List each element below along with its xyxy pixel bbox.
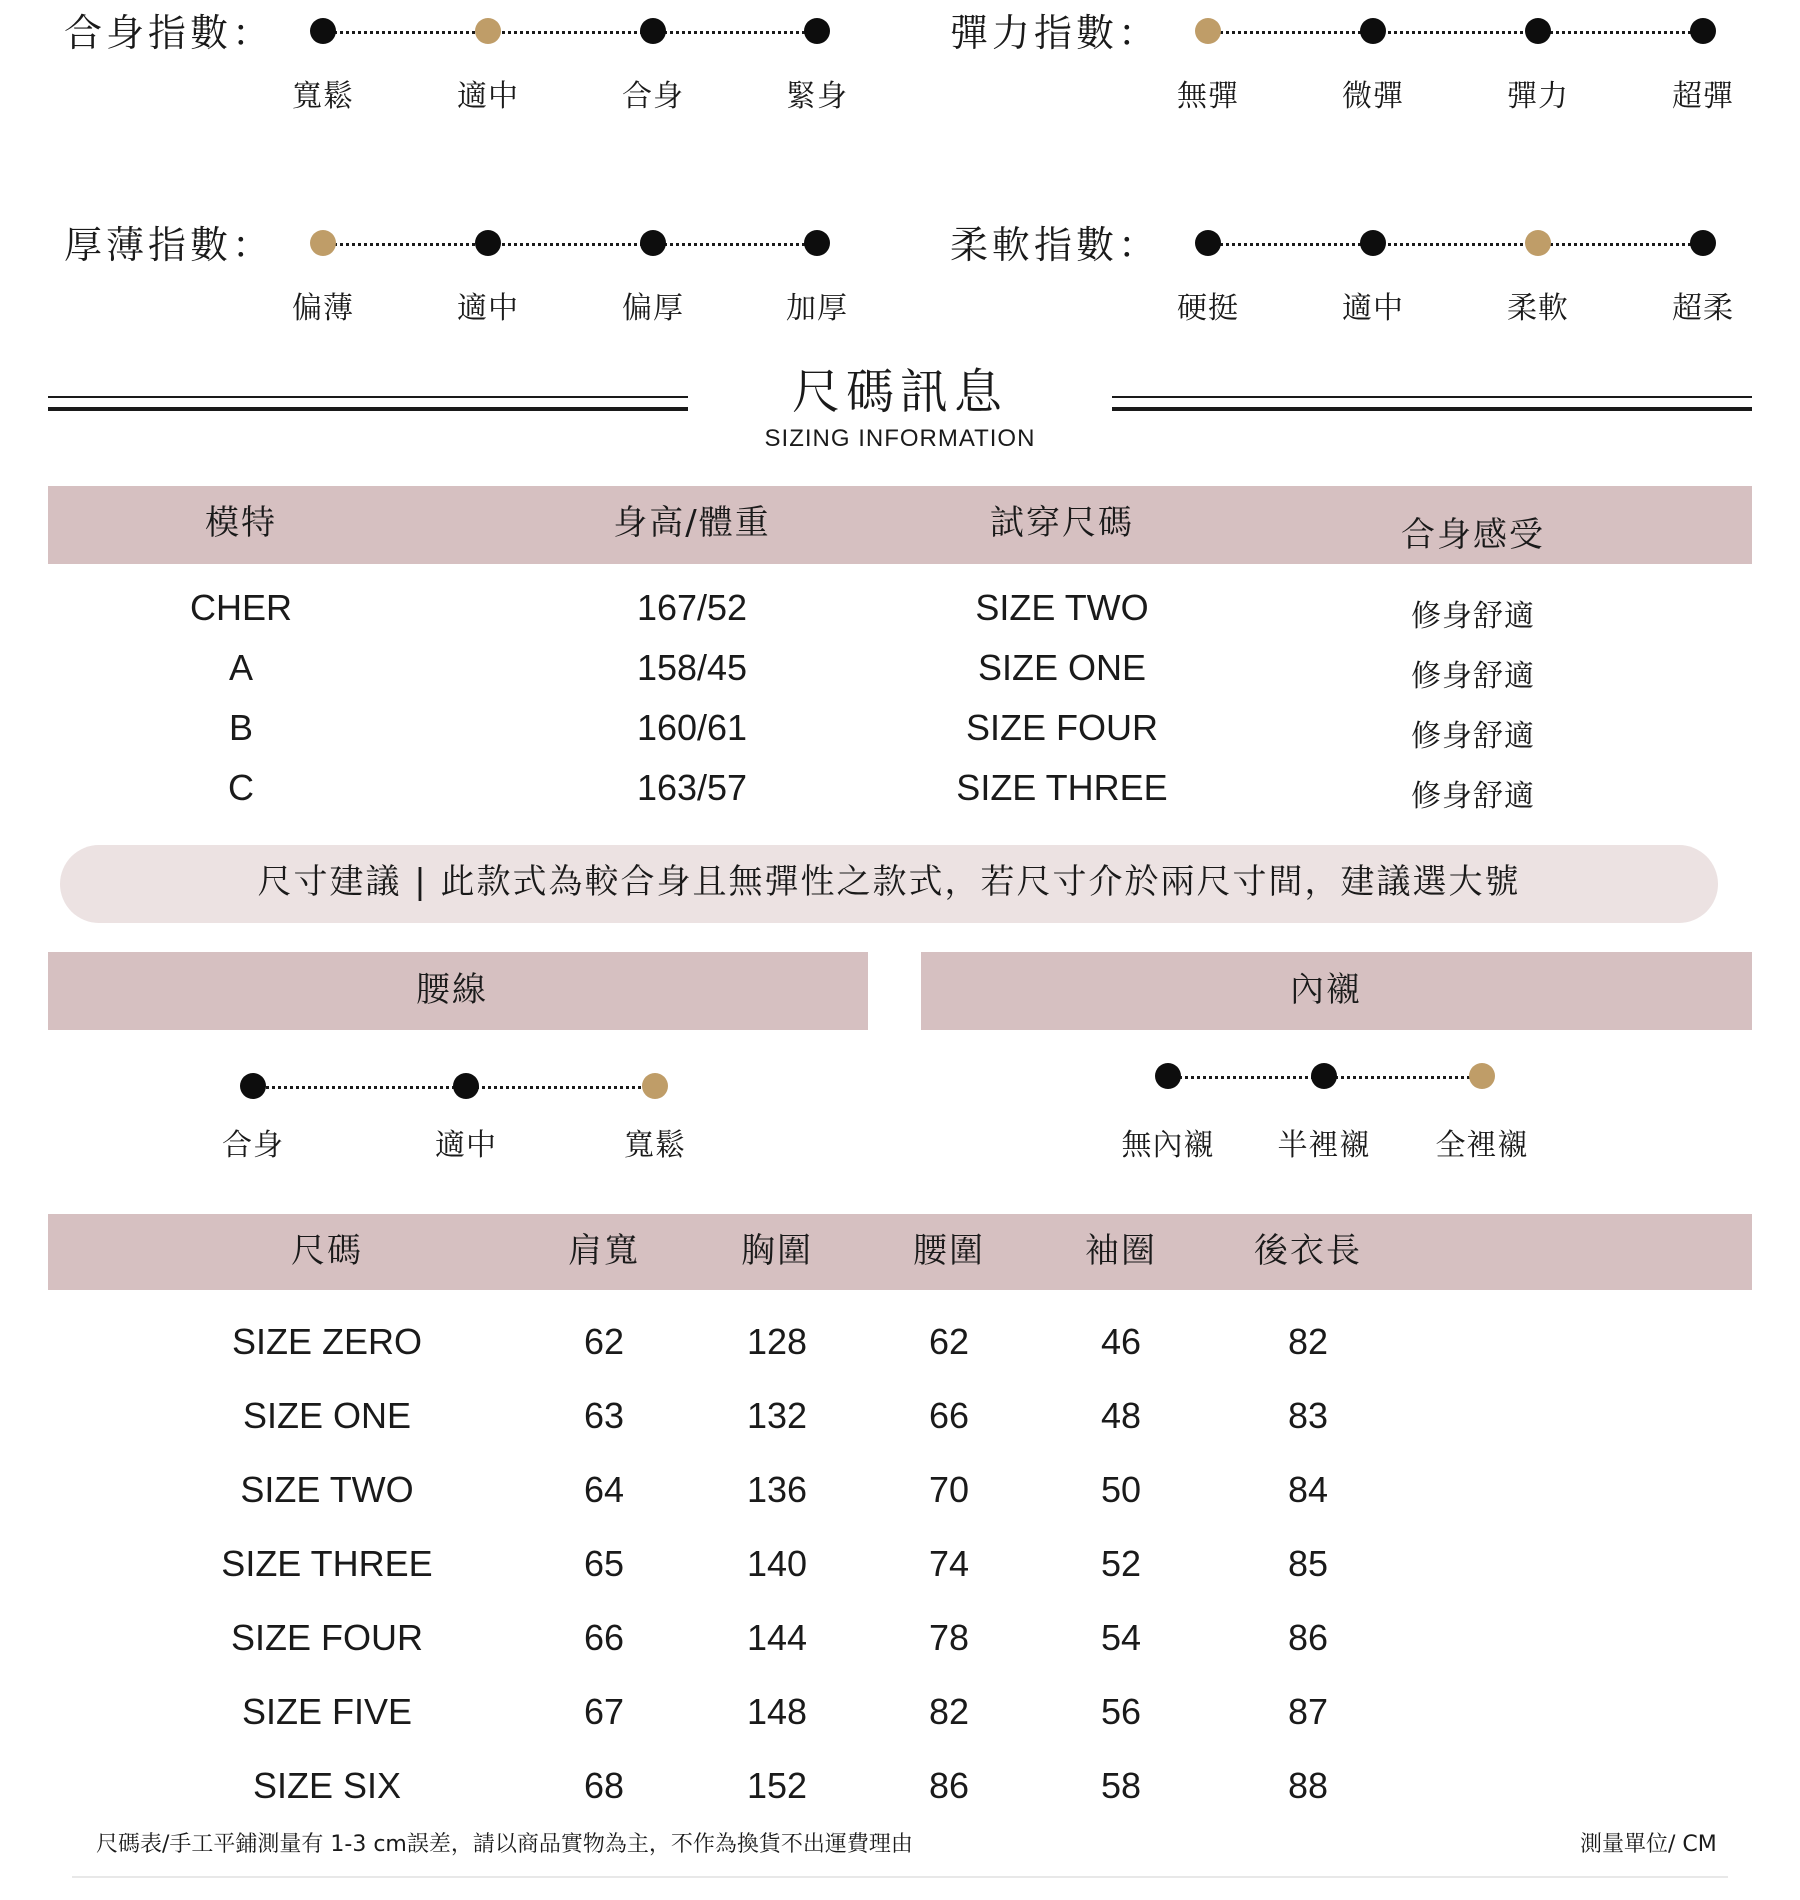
waist: 66 (928, 1395, 970, 1436)
model-column-header: 模特 (205, 503, 277, 543)
thickness-indicator-title: 厚薄指數： (64, 223, 275, 267)
size-advice-banner (60, 845, 1718, 923)
waist: 62 (928, 1321, 970, 1362)
softness-indicator-label: 硬挺 (1177, 291, 1239, 326)
model-tried-size: SIZE ONE (977, 647, 1147, 688)
waist: 86 (928, 1765, 970, 1806)
softness-indicator-track (1208, 243, 1703, 246)
softness-indicator-title: 柔軟指數： (950, 223, 1161, 267)
stretch-indicator-dot (1525, 18, 1551, 44)
shoulder-width: 67 (583, 1691, 625, 1732)
stretch-indicator-title: 彈力指數： (950, 11, 1161, 55)
chest: 128 (746, 1321, 808, 1362)
lining-indicator-dot-selected (1469, 1063, 1495, 1089)
chest: 152 (746, 1765, 808, 1806)
shoulder-width: 63 (583, 1395, 625, 1436)
shoulder-width: 65 (583, 1543, 625, 1584)
model-height-weight: 158/45 (636, 647, 748, 688)
back-length: 84 (1287, 1469, 1329, 1510)
chest: 140 (746, 1543, 808, 1584)
softness-indicator-dot (1195, 230, 1221, 256)
thickness-indicator-dot (475, 230, 501, 256)
fit-indicator-dot (310, 18, 336, 44)
waist-indicator-label: 合身 (222, 1128, 284, 1163)
thickness-indicator-label: 偏厚 (622, 291, 684, 326)
fit-indicator-title: 合身指數： (64, 11, 275, 55)
size-name: SIZE TWO (240, 1469, 414, 1510)
thickness-indicator-dot (640, 230, 666, 256)
fit-indicator-dot (640, 18, 666, 44)
back-length: 83 (1287, 1395, 1329, 1436)
back-length: 88 (1287, 1765, 1329, 1806)
model-tried-size: SIZE TWO (975, 587, 1149, 628)
model-height-weight: 163/57 (636, 767, 748, 808)
waist: 82 (928, 1691, 970, 1732)
size-name: SIZE FIVE (241, 1691, 413, 1732)
model-fit-feeling: 修身舒適 (1411, 779, 1535, 814)
waist: 70 (928, 1469, 970, 1510)
model-height-weight: 160/61 (636, 707, 748, 748)
size-column-header: 袖圈 (1085, 1231, 1157, 1271)
model-tried-size: SIZE FOUR (965, 707, 1159, 748)
lining-indicator-label: 無內襯 (1121, 1128, 1215, 1163)
softness-indicator-label: 超柔 (1672, 291, 1734, 326)
thickness-indicator-label: 加厚 (786, 291, 848, 326)
fit-indicator-label: 寬鬆 (292, 79, 354, 114)
softness-indicator-dot (1690, 230, 1716, 256)
lining-indicator-dot (1155, 1063, 1181, 1089)
bottom-divider (72, 1876, 1728, 1878)
stretch-indicator-label: 微彈 (1342, 79, 1404, 114)
measurement-note: 尺碼表/手工平鋪測量有 1-3 cm誤差，請以商品實物為主，不作為換貨不出運費理由 (96, 1832, 913, 1857)
back-length: 82 (1287, 1321, 1329, 1362)
stretch-indicator-label: 彈力 (1507, 79, 1569, 114)
armhole: 58 (1100, 1765, 1142, 1806)
section-subtitle: SIZING INFORMATION (764, 425, 1036, 452)
size-name: SIZE SIX (252, 1765, 402, 1806)
size-column-header: 腰圍 (913, 1231, 985, 1271)
back-length: 86 (1287, 1617, 1329, 1658)
fit-indicator-dot-selected (475, 18, 501, 44)
thickness-indicator-label: 偏薄 (292, 291, 354, 326)
armhole: 52 (1100, 1543, 1142, 1584)
size-column-header: 胸圍 (741, 1231, 813, 1271)
model-name: B (228, 707, 254, 748)
waist-header-label: 腰線 (416, 970, 488, 1010)
waist-indicator-label: 寬鬆 (624, 1128, 686, 1163)
softness-indicator-label: 柔軟 (1507, 291, 1569, 326)
chest: 136 (746, 1469, 808, 1510)
fit-indicator-label: 合身 (622, 79, 684, 114)
waist: 74 (928, 1543, 970, 1584)
waist-indicator-dot (453, 1073, 479, 1099)
size-name: SIZE THREE (221, 1543, 433, 1584)
armhole: 56 (1100, 1691, 1142, 1732)
armhole: 50 (1100, 1469, 1142, 1510)
stretch-indicator-label: 超彈 (1672, 79, 1734, 114)
size-column-header: 尺碼 (291, 1231, 363, 1271)
model-column-header: 試穿尺碼 (990, 503, 1134, 543)
chest: 132 (746, 1395, 808, 1436)
stretch-indicator-label: 無彈 (1177, 79, 1239, 114)
armhole: 48 (1100, 1395, 1142, 1436)
model-tried-size: SIZE THREE (956, 767, 1168, 808)
fit-indicator-track (323, 31, 817, 34)
stretch-indicator-dot (1360, 18, 1386, 44)
size-name: SIZE ONE (242, 1395, 412, 1436)
chest: 148 (746, 1691, 808, 1732)
section-title: 尺碼訊息 (791, 364, 1008, 420)
armhole: 54 (1100, 1617, 1142, 1658)
lining-indicator-label: 全裡襯 (1435, 1128, 1529, 1163)
shoulder-width: 62 (583, 1321, 625, 1362)
armhole: 46 (1100, 1321, 1142, 1362)
model-column-header: 合身感受 (1401, 515, 1545, 555)
softness-indicator-dot (1360, 230, 1386, 256)
model-name: A (228, 647, 254, 688)
model-name: C (228, 767, 254, 808)
model-name: CHER (189, 587, 293, 628)
model-column-header: 身高/體重 (613, 503, 771, 543)
thickness-indicator-label: 適中 (457, 291, 519, 326)
back-length: 87 (1287, 1691, 1329, 1732)
thickness-indicator-dot-selected (310, 230, 336, 256)
model-height-weight: 167/52 (636, 587, 748, 628)
size-column-header: 肩寬 (568, 1231, 640, 1271)
stretch-indicator-dot (1690, 18, 1716, 44)
stretch-indicator-track (1208, 31, 1703, 34)
fit-indicator-label: 適中 (457, 79, 519, 114)
model-fit-feeling: 修身舒適 (1411, 659, 1535, 694)
thickness-indicator-dot (804, 230, 830, 256)
thickness-indicator-track (323, 243, 817, 246)
chest: 144 (746, 1617, 808, 1658)
back-length: 85 (1287, 1543, 1329, 1584)
shoulder-width: 68 (583, 1765, 625, 1806)
size-name: SIZE FOUR (230, 1617, 424, 1658)
stretch-indicator-dot-selected (1195, 18, 1221, 44)
shoulder-width: 64 (583, 1469, 625, 1510)
waist-indicator-dot (240, 1073, 266, 1099)
shoulder-width: 66 (583, 1617, 625, 1658)
size-name: SIZE ZERO (231, 1321, 423, 1362)
fit-indicator-dot (804, 18, 830, 44)
lining-indicator-dot (1311, 1063, 1337, 1089)
measurement-unit: 測量單位/ CM (1580, 1832, 1717, 1857)
size-column-header: 後衣長 (1254, 1231, 1362, 1271)
lining-indicator-label: 半裡襯 (1277, 1128, 1371, 1163)
waist-indicator-label: 適中 (435, 1128, 497, 1163)
waist: 78 (928, 1617, 970, 1658)
size-advice-text: 尺寸建議 | 此款式為較合身且無彈性之款式，若尺寸介於兩尺寸間，建議選大號 (257, 862, 1521, 902)
lining-header-label: 內襯 (1290, 970, 1362, 1010)
model-fit-feeling: 修身舒適 (1411, 719, 1535, 754)
model-fit-feeling: 修身舒適 (1411, 599, 1535, 634)
softness-indicator-dot-selected (1525, 230, 1551, 256)
fit-indicator-label: 緊身 (786, 79, 848, 114)
waist-indicator-dot-selected (642, 1073, 668, 1099)
softness-indicator-label: 適中 (1342, 291, 1404, 326)
